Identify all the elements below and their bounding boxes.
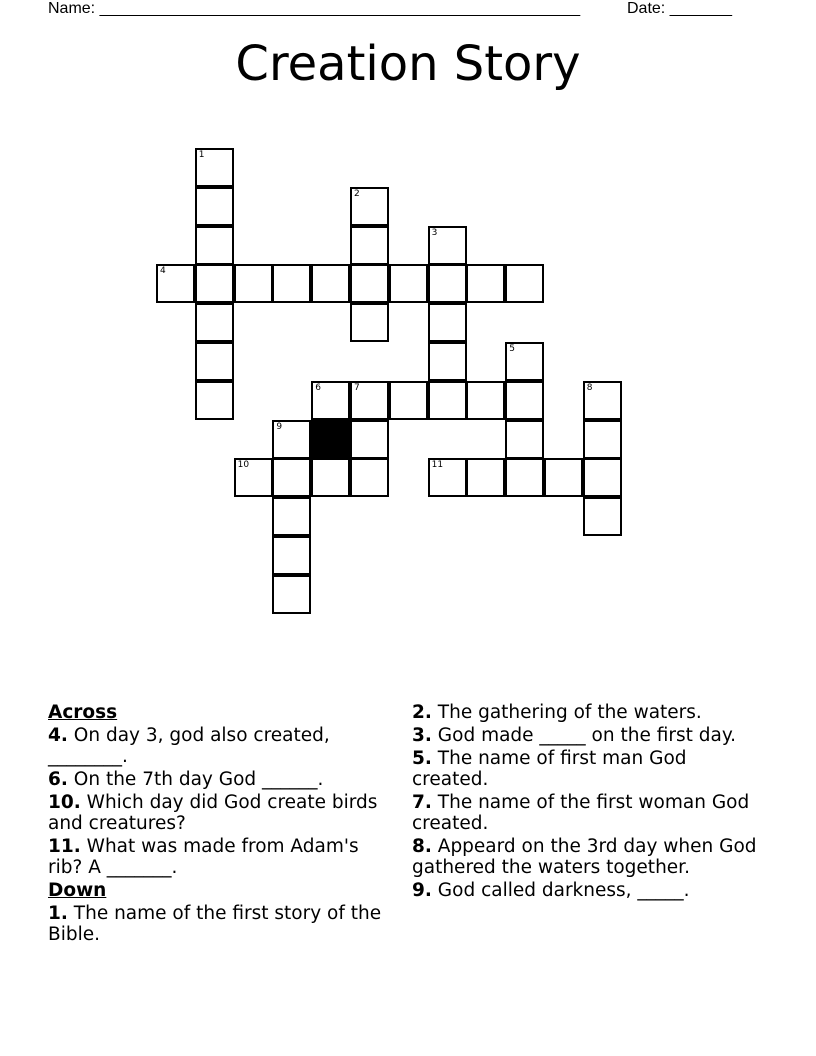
clue-number: 1 (198, 150, 205, 160)
clue-item (412, 748, 762, 790)
down-clue-list-continued (412, 702, 762, 901)
crossword-cell[interactable] (505, 420, 544, 459)
crossword-cell[interactable] (195, 226, 234, 265)
crossword-cell[interactable] (583, 458, 622, 497)
crossword-cell[interactable] (272, 536, 311, 575)
clue-text: The name of the first woman God created. (412, 792, 750, 834)
date-field-label: Date: _______ (627, 0, 732, 17)
clues-right-column (412, 702, 762, 903)
crossword-cell[interactable] (350, 303, 389, 342)
clue-item (412, 725, 762, 746)
crossword-cell[interactable] (583, 420, 622, 459)
crossword-cell[interactable] (350, 381, 389, 420)
crossword-cell[interactable] (428, 264, 467, 303)
clues-left-column (48, 702, 398, 947)
crossword-cell[interactable] (311, 264, 350, 303)
crossword-cell[interactable] (389, 381, 428, 420)
crossword-cell[interactable] (544, 458, 583, 497)
crossword-cell[interactable] (428, 342, 467, 381)
crossword-cell[interactable] (350, 226, 389, 265)
clue-item (48, 792, 398, 834)
clue-number: 7 (354, 382, 360, 393)
clue-text: Appeard on the 3rd day when God gathered the waters together. (412, 836, 757, 878)
clue-text: What was made from Adam's rib? A _______. (48, 836, 359, 878)
crossword-cell[interactable] (466, 264, 505, 303)
down-heading: Down (48, 880, 107, 901)
clue-number: 6. (48, 769, 68, 790)
crossword-cell[interactable] (466, 381, 505, 420)
crossword-cell[interactable] (505, 458, 544, 497)
crossword-cell[interactable] (234, 264, 273, 303)
clue-text: The name of the first story of the Bible. (48, 903, 382, 945)
clue-item (48, 836, 398, 878)
crossword-cell[interactable] (311, 458, 350, 497)
clue-number: 8. (412, 836, 432, 857)
clue-number: 3. (412, 725, 432, 746)
crossword-cell[interactable] (428, 303, 467, 342)
clue-text: The gathering of the waters. (431, 702, 702, 723)
clue-number: 4 (160, 266, 166, 277)
crossword-cell[interactable] (505, 264, 544, 303)
clue-number: 6 (315, 382, 321, 393)
clue-item (412, 792, 762, 834)
crossword-cell[interactable] (350, 264, 389, 303)
crossword-cell[interactable] (272, 497, 311, 536)
crossword-cell[interactable] (505, 342, 544, 381)
clue-text: On the 7th day God ______. (67, 769, 324, 790)
across-clue-list (48, 725, 398, 878)
crossword-cell[interactable] (195, 342, 234, 381)
clue-number: 5 (509, 344, 515, 354)
clue-text: On day 3, god also created, ________. (48, 725, 330, 767)
crossword-cell[interactable] (389, 264, 428, 303)
clue-number: 4. (48, 725, 68, 746)
crossword-cell[interactable] (156, 264, 195, 303)
crossword-cell[interactable] (234, 458, 273, 497)
clue-number: 10. (48, 792, 81, 813)
clue-item (48, 769, 398, 790)
crossword-cell[interactable] (272, 264, 311, 303)
crossword-cell[interactable] (272, 458, 311, 497)
clue-item (48, 903, 398, 945)
crossword-cell[interactable] (195, 381, 234, 420)
crossword-block (311, 420, 350, 459)
clue-item (412, 702, 762, 723)
clue-item (412, 880, 762, 901)
name-field-label: Name: ______________________________________________________ (48, 0, 581, 17)
crossword-cell[interactable] (505, 381, 544, 420)
clue-text: Which day did God create birds and creatures? (48, 792, 378, 834)
clue-number: 7. (412, 792, 432, 813)
crossword-cell[interactable] (272, 420, 311, 459)
down-clue-list (48, 903, 398, 945)
crossword-cell[interactable] (428, 381, 467, 420)
clue-text: God called darkness, _____. (431, 880, 690, 901)
crossword-cell[interactable] (195, 187, 234, 226)
clue-text: The name of first man God created. (412, 748, 687, 790)
crossword-cell[interactable] (428, 458, 467, 497)
page-title: Creation Story (235, 36, 581, 92)
clue-number: 9 (276, 421, 283, 432)
clue-number: 3 (431, 227, 438, 238)
crossword-cell[interactable] (350, 187, 389, 226)
across-heading: Across (48, 702, 118, 723)
clue-number: 2 (354, 188, 360, 199)
clue-number: 2. (412, 702, 432, 723)
crossword-cell[interactable] (350, 458, 389, 497)
clue-number: 11. (48, 836, 81, 857)
crossword-cell[interactable] (272, 575, 311, 614)
clue-number: 8 (586, 382, 593, 393)
crossword-cell[interactable] (195, 264, 234, 303)
crossword-cell[interactable] (583, 497, 622, 536)
crossword-cell[interactable] (311, 381, 350, 420)
crossword-cell[interactable] (195, 303, 234, 342)
clue-number: 10 (237, 460, 250, 471)
clue-number: 9. (412, 880, 432, 901)
clue-number: 11 (431, 460, 444, 471)
clue-item (412, 836, 762, 878)
crossword-cell[interactable] (428, 226, 467, 265)
clue-number: 5. (412, 748, 432, 769)
crossword-cell[interactable] (350, 420, 389, 459)
clue-item (48, 725, 398, 767)
clue-text: God made _____ on the first day. (431, 725, 737, 746)
crossword-cell[interactable] (583, 381, 622, 420)
clue-number: 1. (48, 903, 68, 924)
crossword-cell[interactable] (195, 148, 234, 187)
crossword-cell[interactable] (466, 458, 505, 497)
